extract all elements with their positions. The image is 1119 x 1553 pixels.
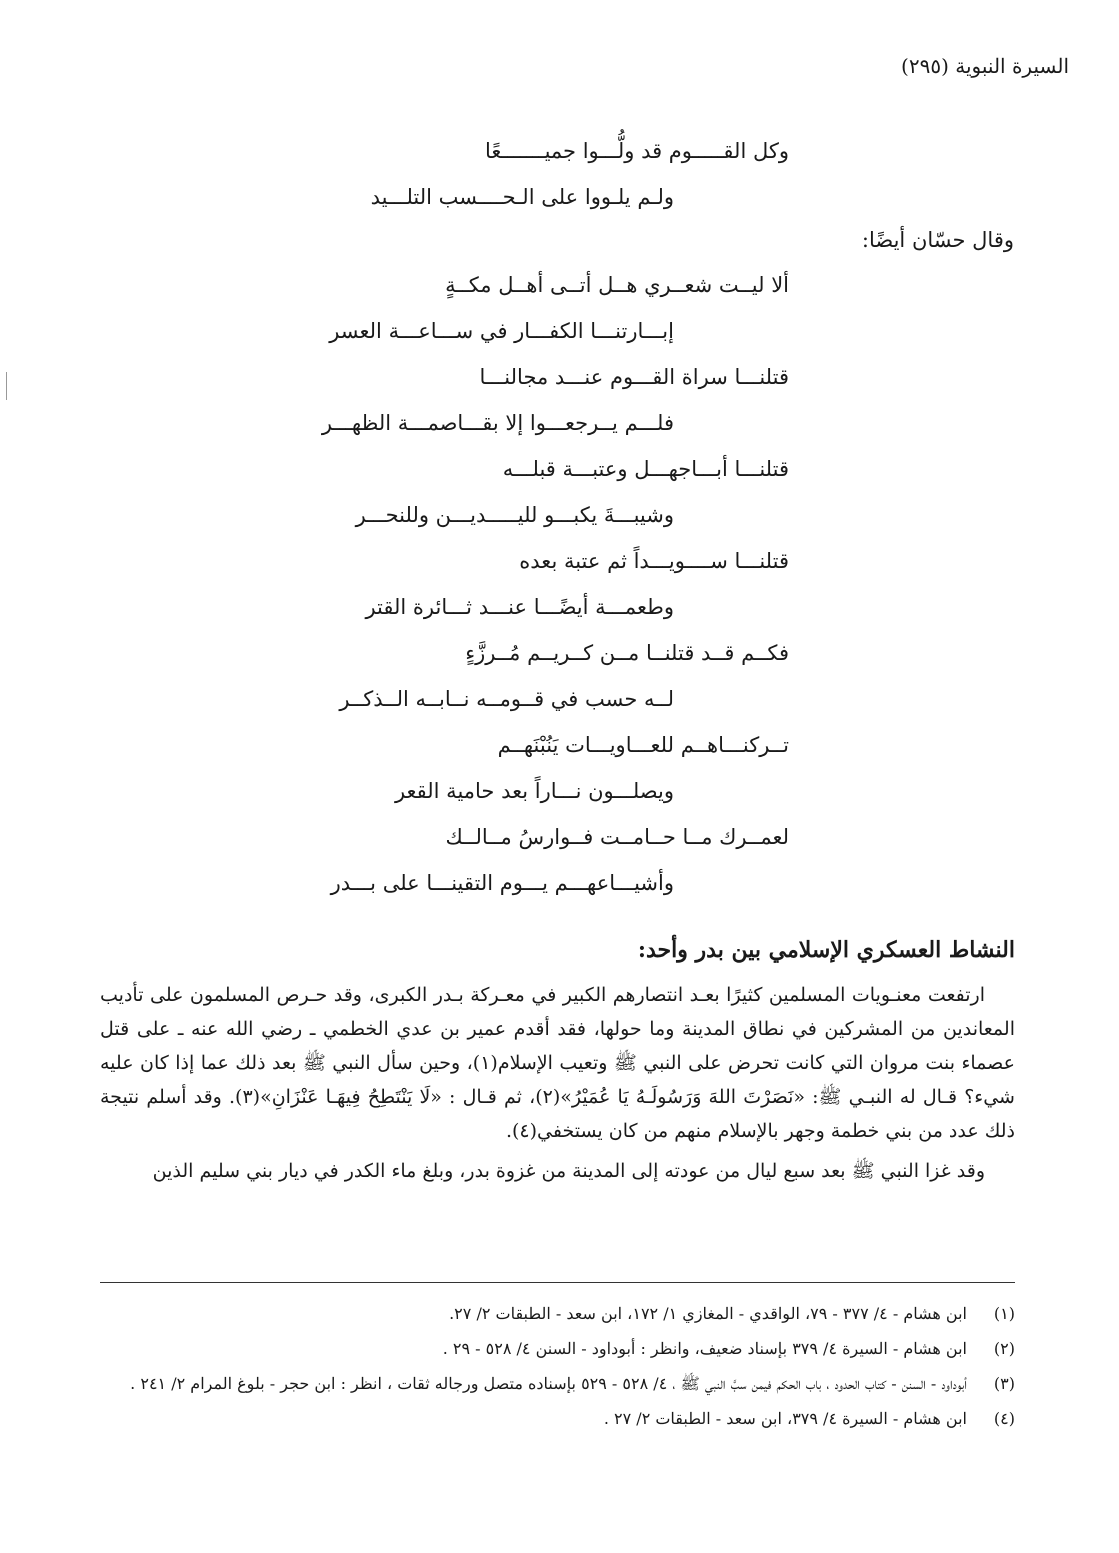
poem-line: قتلنـــا ســــويـــداً ثم عتبة بعده [519,549,789,573]
poem-line: وكل القـــــوم قد ولُّـــوا جميـــــــعًا [484,139,789,163]
margin-mark [6,372,7,400]
poem-line: قتلنـــا أبـــاجهـــل وعتبـــة قبلـــه [502,457,789,481]
footnote-number: (١) [993,1304,1015,1323]
poem-line: ألا ليــت شعــري هــل أتــى أهــل مكــةٍ [445,273,789,297]
running-header [50,54,1069,78]
footnote-number: (٤) [993,1409,1015,1428]
poem-line: تــركنـــاهــم للعـــاويـــات يَنُبْنَهــم [497,733,789,757]
footnote-text: أبوداود - السنن - كتاب الحدود ، باب الحكم فيمن سبَّ النبي ﷺ ، ٤/ ٥٢٨ - ٥٢٩ بإسناده متصل ورجاله ثقات ، انظر : ابن حجر - بلوغ المرام ٢/ ٢٤١ . [130,1374,967,1393]
poem-line: فكــم قــد قتلنــا مــن كــريــم مُــرزَّءٍ [465,641,789,665]
footnote-text: ابن هشام - السيرة ٤/ ٣٧٩ بإسناد ضعيف، وانظر : أبوداود - السنن ٤/ ٥٢٨ - ٢٩ . [442,1339,967,1358]
section-title: النشاط العسكري الإسلامي بين بدر وأحد: [637,937,1015,963]
poem-line: وطعمـــة أيضًـــا عنـــد ثـــائرة القتر [365,595,674,619]
footnote [100,1403,1015,1434]
poem-line: لعمــرك مــا حــامــت فــوارسُ مــالــك [445,825,789,849]
poem-line: ويصلـــون نـــاراً بعد حامية القعر [394,779,674,803]
poem-line: ولـم يلـووا على الـحــــسب التلـــيد [370,185,674,209]
footnote-divider [100,1282,1015,1283]
paragraph: ارتفعت معنـويات المسلمين كثيرًا بعـد انتصارهم الكبير في معـركة بـدر الكبرى، وقد حـرص المسلمون على تأديب المعاندين من المشركين في نطاق المدينة وما حولها، فقد أقدم عمير بن عدي الخطمي ـ رضي الله عنه ـ على قتل عصماء بنت مروان التي كانت تحرض على النبي ﷺ وتعيب الإسلام(١)، وحين سأل النبي ﷺ بعد ذلك عما إذا كان عليه شيء؟ قـال له النبـي ﷺ: «نَصَرْتَ اللهَ وَرَسُولَـهُ يَا عُمَيْرُ»(٢)، ثم قـال : «لَا يَنْتَطِحُ فِيهَـا عَنْزَانِ»(٣). وقد أسلم نتيجة ذلك عدد من بني خطمة وجهر بالإسلام منهم من كان يستخفي(٤). [100,984,1015,1142]
footnote [100,1368,1015,1399]
footnote [100,1298,1015,1329]
paragraph: وقد غزا النبي ﷺ بعد سبع ليال من عودته إلى المدينة من غزوة بدر، وبلغ ماء الكدر في ديار بني سليم الذين [152,1160,985,1182]
intro-line: وقال حسّان أيضًا: [861,228,1014,252]
footnote-text: ابن هشام - ٤/ ٣٧٧ - ٧٩، الواقدي - المغازي ١/ ١٧٢، ابن سعد - الطبقات ٢/ ٢٧. [449,1304,967,1323]
footnotes [100,1298,1015,1434]
running-title: السيرة النبوية (٢٩٥) [901,54,1069,78]
poem-line: لــه حسب في قــومــه نــابــه الــذكــر [339,687,674,711]
body-text [100,978,1015,1188]
poem-line: فلـــم يــرجعـــوا إلا بقـــاصمـــة الظهـــر [321,411,674,435]
poem-line: قتلنـــا سراة القـــوم عنـــد مجالنـــا [479,365,789,389]
footnote-text: ابن هشام - السيرة ٤/ ٣٧٩، ابن سعد - الطبقات ٢/ ٢٧ . [603,1409,967,1428]
poem-line: إبـــارتنـــا الكفـــار في ســـاعـــة العسر [329,319,674,343]
poem-line: وشيبـــةَ يكبـــو لليـــــديـــن وللنحـــر [355,503,674,527]
footnote [100,1333,1015,1364]
poem-line: وأشيـــاعهـــم يـــوم التقينـــا على بـــدر [330,871,674,895]
footnote-number: (٢) [993,1339,1015,1358]
footnote-number: (٣) [993,1374,1015,1393]
